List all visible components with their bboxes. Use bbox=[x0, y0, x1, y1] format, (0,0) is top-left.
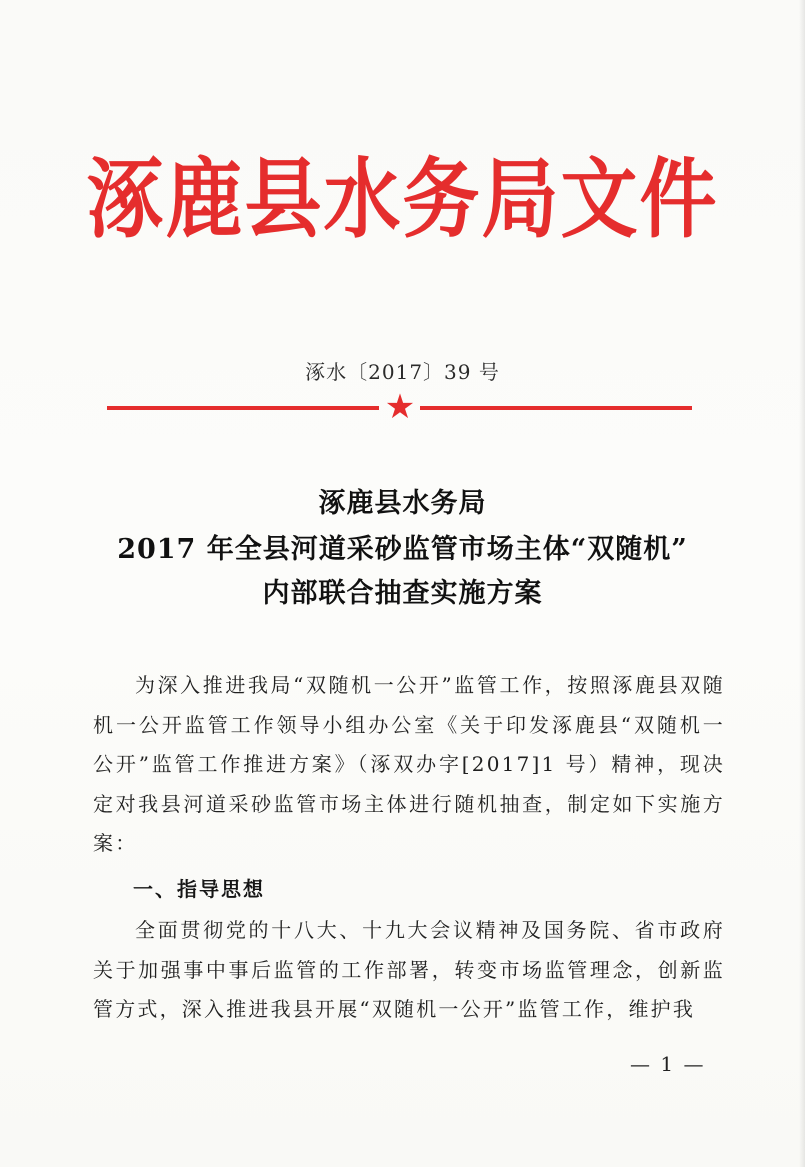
document-title-line-3: 内部联合抽查实施方案 bbox=[262, 578, 543, 609]
scan-edge-shadow bbox=[799, 0, 805, 1167]
red-divider-right bbox=[420, 406, 692, 410]
document-title-line-1: 涿鹿县水务局 bbox=[318, 488, 487, 519]
intro-paragraph: 为深入推进我局“双随机一公开”监管工作，按照涿鹿县双随机一公开监管工作领导小组办公室《关于印发涿鹿县“双随机一公开”监管工作推进方案》（涿双办字[2017]1 号）精神，现决定对我县河道采砂监管市场主体进行随机抽查，制定如下实施方案： bbox=[93, 673, 725, 855]
page-number: — 1 — bbox=[630, 1052, 706, 1076]
red-star-icon: ★ bbox=[384, 387, 416, 427]
document-number: 涿水〔2017〕39 号 bbox=[305, 360, 500, 384]
masthead-title: 涿鹿县水务局文件 bbox=[86, 149, 719, 251]
document-title-line-2: 2017 年全县河道采砂监管市场主体“双随机” bbox=[117, 534, 688, 565]
section-heading-guiding-ideology: 一、指导思想 bbox=[133, 877, 265, 901]
red-divider-left bbox=[107, 406, 379, 410]
guiding-ideology-paragraph: 全面贯彻党的十八大、十九大会议精神及国务院、省市政府关于加强事中事后监管的工作部署，转变市场监管理念，创新监管方式，深入推进我县开展“双随机一公开”监管工作，维护我 bbox=[93, 918, 725, 1021]
